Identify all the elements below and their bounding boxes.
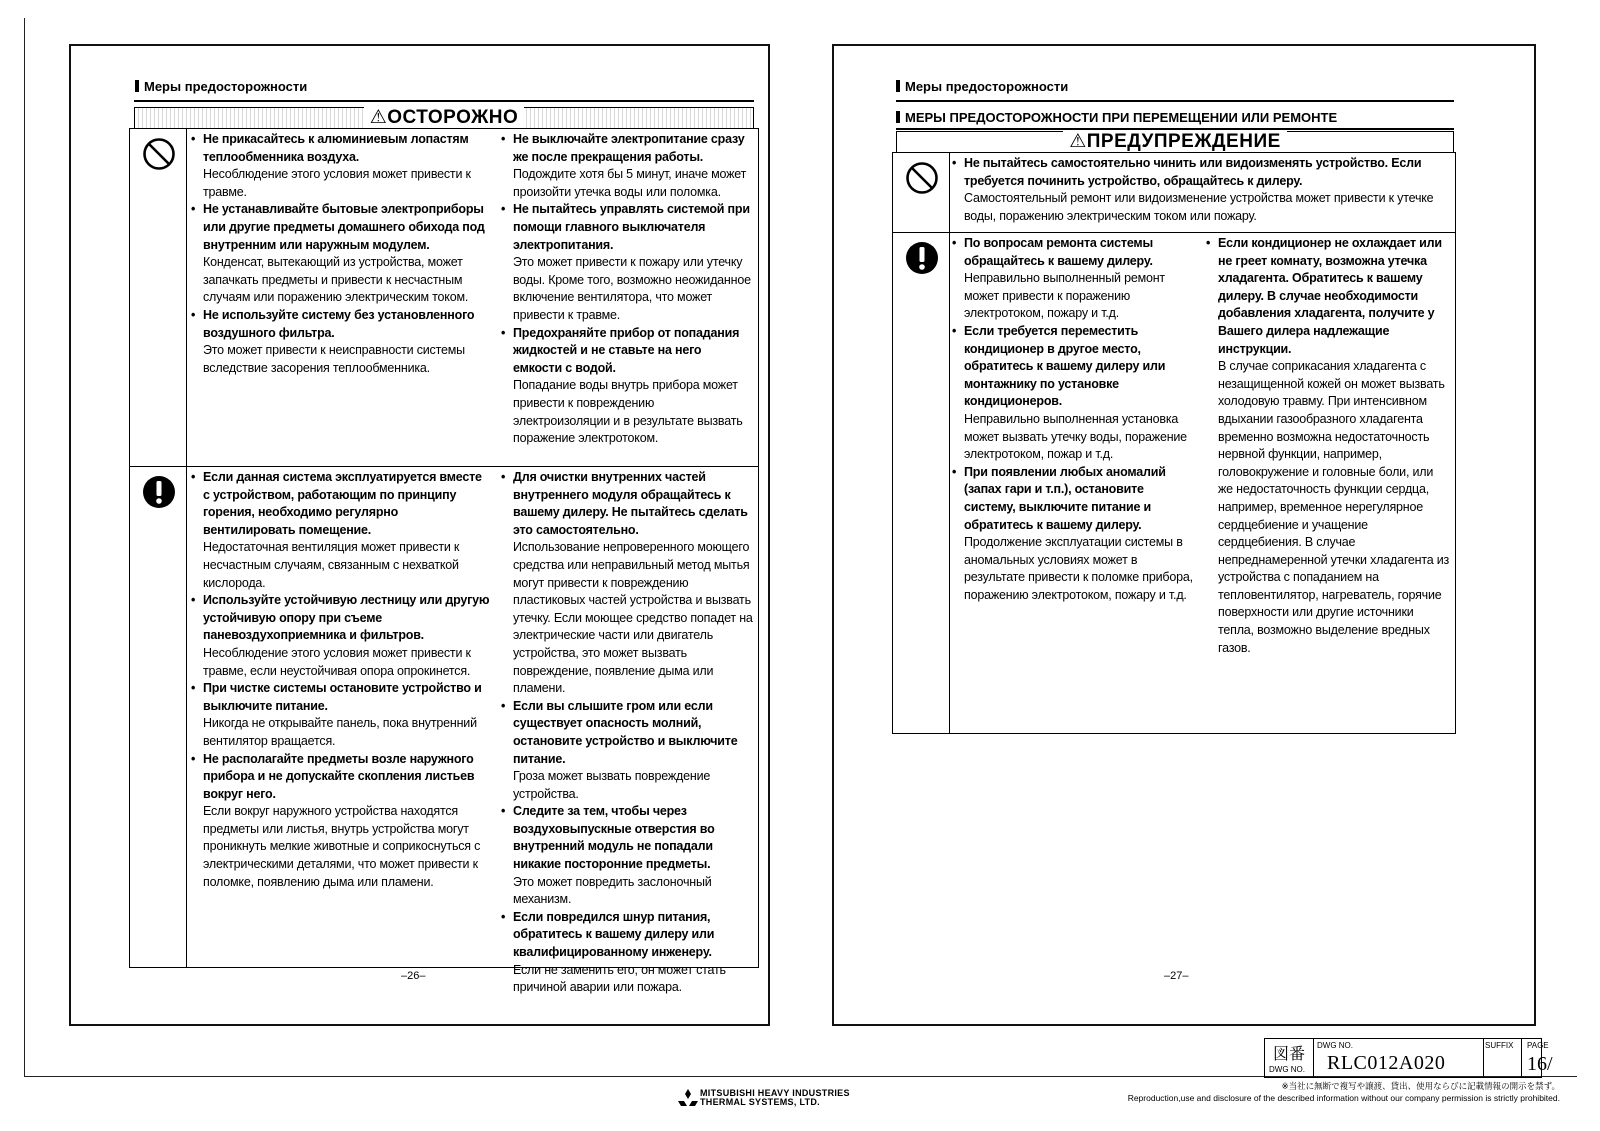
- precaution-item: [952, 323, 1196, 464]
- precaution-heading: Не выключайте электропитание сразу же после прекращения работы.: [513, 132, 745, 164]
- warning-column-right: [1206, 235, 1451, 657]
- bullet: •: [191, 132, 196, 146]
- precaution-explanation: Продолжение эксплуатации системы в аномальных условиях может в результате привести к поломке прибора, поражению электротоком, пожару и т.д.: [964, 535, 1193, 602]
- precaution-explanation: Это может привести к пожару или утечку воды. Кроме того, возможно неожиданное включение вентилятора, что может привести к травме.: [513, 255, 751, 322]
- manual-page-right: [832, 44, 1536, 1026]
- precaution-explanation: В случае соприкасания хладагента с незащищенной кожей он может вызвать холодовую травму. При интенсивном вдыхании газообразного хладагента временно возможна недостаточность нервной функции, например, головокружение и головные боли, или же недостаточность функции сердца, например, временное нерегулярное сердцебиение и учащение сердцебиения. В случае непреднамеренной утечки хладагента из устройства с попаданием на тепловентилятор, нагреватель, горячие поверхности или другие источники тепла, возможно выделение вредных газов.: [1218, 359, 1450, 655]
- section-title: Меры предосторожности: [896, 79, 1068, 94]
- caution-column-right: [501, 469, 753, 997]
- warning-row-mandatory: [893, 232, 1455, 734]
- bullet: •: [191, 681, 196, 696]
- page-value: 16/: [1527, 1053, 1553, 1075]
- precaution-item: [191, 592, 491, 680]
- bullet: •: [191, 202, 196, 217]
- warning-table: [892, 152, 1456, 734]
- drawing-title-block: [1264, 1038, 1553, 1078]
- page-label: PAGE: [1527, 1041, 1549, 1050]
- dwg-no-label: DWG NO.: [1269, 1065, 1305, 1074]
- bullet: •: [952, 156, 957, 170]
- manual-page-left: [69, 44, 770, 1026]
- precaution-item: [1206, 235, 1451, 657]
- warning-column-left: [952, 235, 1196, 604]
- precaution-item: [191, 751, 491, 892]
- precaution-item: [501, 909, 753, 997]
- precaution-heading: Если данная система эксплуатируется вместе с устройством, работающим по принципу горения, необходимо регулярно вентилировать помещение.: [203, 470, 482, 537]
- precaution-explanation: Это может повредить заслоночный механизм.: [513, 874, 712, 907]
- bullet: •: [501, 804, 506, 819]
- precaution-explanation: Самостоятельный ремонт или видоизменение устройства может привести к утечке воды, поражению электрическим током или пожару.: [964, 191, 1434, 223]
- bullet: •: [952, 464, 957, 479]
- bullet: •: [501, 470, 506, 484]
- precaution-item: [191, 680, 491, 750]
- precaution-heading: По вопросам ремонта системы обращайтесь к вашему дилеру.: [964, 236, 1153, 268]
- bullet: •: [191, 593, 196, 608]
- bullet: •: [952, 236, 957, 250]
- mandatory-exclamation-icon: [905, 241, 939, 275]
- warning-banner: ⚠ПРЕДУПРЕЖДЕНИЕ: [896, 131, 1454, 153]
- precaution-item: [952, 155, 1452, 225]
- bullet: •: [501, 698, 506, 713]
- precaution-item: [952, 464, 1196, 605]
- page-number: –27–: [1164, 970, 1189, 982]
- precaution-explanation: Попадание воды внутрь прибора может привести к повреждению электроизоляции и в результате вызвать поражение электротоком.: [513, 378, 743, 446]
- precaution-explanation: Конденсат, вытекающий из устройства, может запачкать предметы и привести к несчастным случаям или поражению электрическим током.: [203, 255, 469, 305]
- dwg-no-label-small: DWG NO.: [1317, 1041, 1353, 1050]
- precaution-heading: Следите за тем, чтобы через воздуховыпускные отверстия во внутренний модуль не попадали никакие посторонние предметы.: [513, 804, 715, 872]
- precaution-item: [501, 131, 753, 201]
- company-name-line2: THERMAL SYSTEMS, LTD.: [700, 1097, 820, 1107]
- section-rule: [896, 100, 1454, 102]
- drawing-number: RLC012A020: [1327, 1052, 1446, 1074]
- precaution-heading: При появлении любых аномалий (запах гари и т.п.), остановите систему, выключите питание и обратитесь к вашему дилеру.: [964, 464, 1166, 532]
- precaution-item: [501, 325, 753, 448]
- precaution-heading: Не используйте систему без установленного воздушного фильтра.: [203, 307, 475, 340]
- precaution-item: [191, 307, 491, 377]
- precaution-item: [501, 803, 753, 909]
- bullet: •: [191, 470, 196, 484]
- bullet: •: [501, 909, 506, 924]
- prohibition-icon: [142, 137, 176, 171]
- section-rule: [134, 100, 754, 102]
- precaution-explanation: Несоблюдение этого условия может привести к травме, если неустойчивая опора опрокинется.: [203, 645, 471, 678]
- bullet: •: [501, 132, 506, 146]
- precaution-explanation: Использование непроверенного моющего средства или неправильный метод мытья могут привести к повреждению пластиковых частей устройства и вызвать утечку. Если моющее средство попадет на электрические части или двигатель устройства, это может вызвать повреждение, появление дыма или пламени.: [513, 540, 753, 696]
- precaution-explanation: Неправильно выполненный ремонт может привести к поражению электротоком, пожару и т.д.: [964, 271, 1165, 321]
- precaution-explanation: Это может привести к неисправности системы вследствие засорения теплообменника.: [203, 343, 465, 375]
- precaution-heading: При чистке системы остановите устройство и выключите питание.: [203, 681, 482, 713]
- bullet: •: [191, 751, 196, 766]
- page-number: –26–: [401, 970, 426, 982]
- company-logo: [700, 1089, 850, 1107]
- precaution-explanation: Несоблюдение этого условия может привести к травме.: [203, 167, 471, 199]
- bullet: •: [191, 307, 196, 322]
- warning-row-prohibit: [893, 153, 1455, 232]
- precaution-heading: Не пытайтесь самостоятельно чинить или видоизменять устройство. Если требуется починить устройство, обращайтесь к дилеру.: [964, 156, 1422, 188]
- drawing-label-jp: 図番: [1273, 1046, 1306, 1063]
- bullet: •: [1206, 236, 1211, 250]
- bullet: •: [501, 202, 506, 217]
- precaution-item: [501, 201, 753, 324]
- precaution-explanation: Неправильно выполненная установка может вызвать утечку воды, поражение электротоком, пожар и т.д.: [964, 411, 1187, 462]
- company-name-line1: MITSUBISHI HEAVY INDUSTRIES: [700, 1088, 850, 1098]
- precaution-item: [191, 469, 491, 592]
- bullet: •: [501, 325, 506, 340]
- subsection-title: МЕРЫ ПРЕДОСТОРОЖНОСТИ ПРИ ПЕРЕМЕЩЕНИИ ИЛИ РЕМОНТЕ: [896, 110, 1337, 125]
- warning-column-full: [952, 155, 1452, 225]
- precaution-item: [191, 201, 491, 307]
- three-diamonds-icon: [678, 1089, 698, 1107]
- precaution-heading: Предохраняйте прибор от попадания жидкостей и не ставьте на него емкости с водой.: [513, 325, 740, 375]
- precaution-heading: Не устанавливайте бытовые электроприборы или другие предметы домашнего обихода под внутренним или наружным модулем.: [203, 202, 485, 252]
- precaution-heading: Если повредился шнур питания, обратитесь к вашему дилеру или квалифицированному инженеру.: [513, 909, 715, 960]
- precaution-heading: Если вы слышите гром или если существует опасность молний, остановите устройство и выключите питание.: [513, 698, 738, 766]
- prohibition-icon: [905, 161, 939, 195]
- caution-column-left: [191, 469, 491, 891]
- bullet: •: [952, 323, 957, 338]
- precaution-item: [952, 235, 1196, 323]
- precaution-explanation: Подождите хотя бы 5 минут, иначе может произойти утечка воды или поломка.: [513, 167, 747, 199]
- caution-banner: ⚠ОСТОРОЖНО: [134, 107, 754, 129]
- copyright-notice-en: Reproduction,use and disclosure of the described information without our company permission is strictly prohibited.: [1127, 1093, 1560, 1103]
- precaution-heading: Не располагайте предметы возле наружного прибора и не допускайте скопления листьев вокруг него.: [203, 751, 475, 801]
- caution-column-right: [501, 131, 753, 448]
- precaution-explanation: Никогда не открывайте панель, пока внутренний вентилятор вращается.: [203, 716, 477, 748]
- mandatory-exclamation-icon: [142, 475, 176, 509]
- precaution-heading: Если кондиционер не охлаждает или не греет комнату, возможна утечка хладагента. Обратитесь к вашему дилеру. В случае необходимости добавления хладагента, получите у Вашего дилера надлежащие инструкции.: [1218, 236, 1442, 356]
- precaution-item: [501, 469, 753, 698]
- caution-row-prohibit: [130, 129, 758, 466]
- precaution-heading: Если требуется переместить кондиционер в другое место, обратитесь к вашему дилеру или монтажнику по установке кондиционеров.: [964, 323, 1166, 409]
- copyright-notice-jp: ※当社に無断で複写や譲渡、貸出、使用ならびに記載情報の開示を禁ず。: [1281, 1081, 1560, 1091]
- section-title: Меры предосторожности: [135, 79, 307, 94]
- precaution-explanation: Если вокруг наружного устройства находятся предметы или листья, внутрь устройства могут проникнуть мелкие животные и соприкоснуться с электрическими деталями, что может привести к поломке, появлению дыма или пламени.: [203, 804, 481, 889]
- precaution-heading: Используйте устойчивую лестницу или другую устойчивую опору при съеме паневоздухоприемника и фильтров.: [203, 593, 490, 643]
- caution-column-left: [191, 131, 491, 377]
- precaution-item: [501, 698, 753, 804]
- precaution-explanation: Если не заменить его, он может стать причиной аварии или пожара.: [513, 962, 726, 995]
- subsection-rule: [896, 128, 1454, 130]
- precaution-heading: Для очистки внутренних частей внутреннего модуля обращайтесь к вашему дилеру. Не пытайтесь сделать это самостоятельно.: [513, 470, 748, 537]
- precaution-explanation: Недостаточная вентиляция может привести к несчастным случаям, связанным с нехваткой кислорода.: [203, 540, 460, 590]
- precaution-explanation: Гроза может вызвать повреждение устройства.: [513, 769, 711, 801]
- suffix-label: SUFFIX: [1485, 1041, 1514, 1050]
- precaution-item: [191, 131, 491, 201]
- precaution-heading: Не прикасайтесь к алюминиевым лопастям теплообменника воздуха.: [203, 132, 469, 164]
- precaution-heading: Не пытайтесь управлять системой при помощи главного выключателя электропитания.: [513, 202, 750, 252]
